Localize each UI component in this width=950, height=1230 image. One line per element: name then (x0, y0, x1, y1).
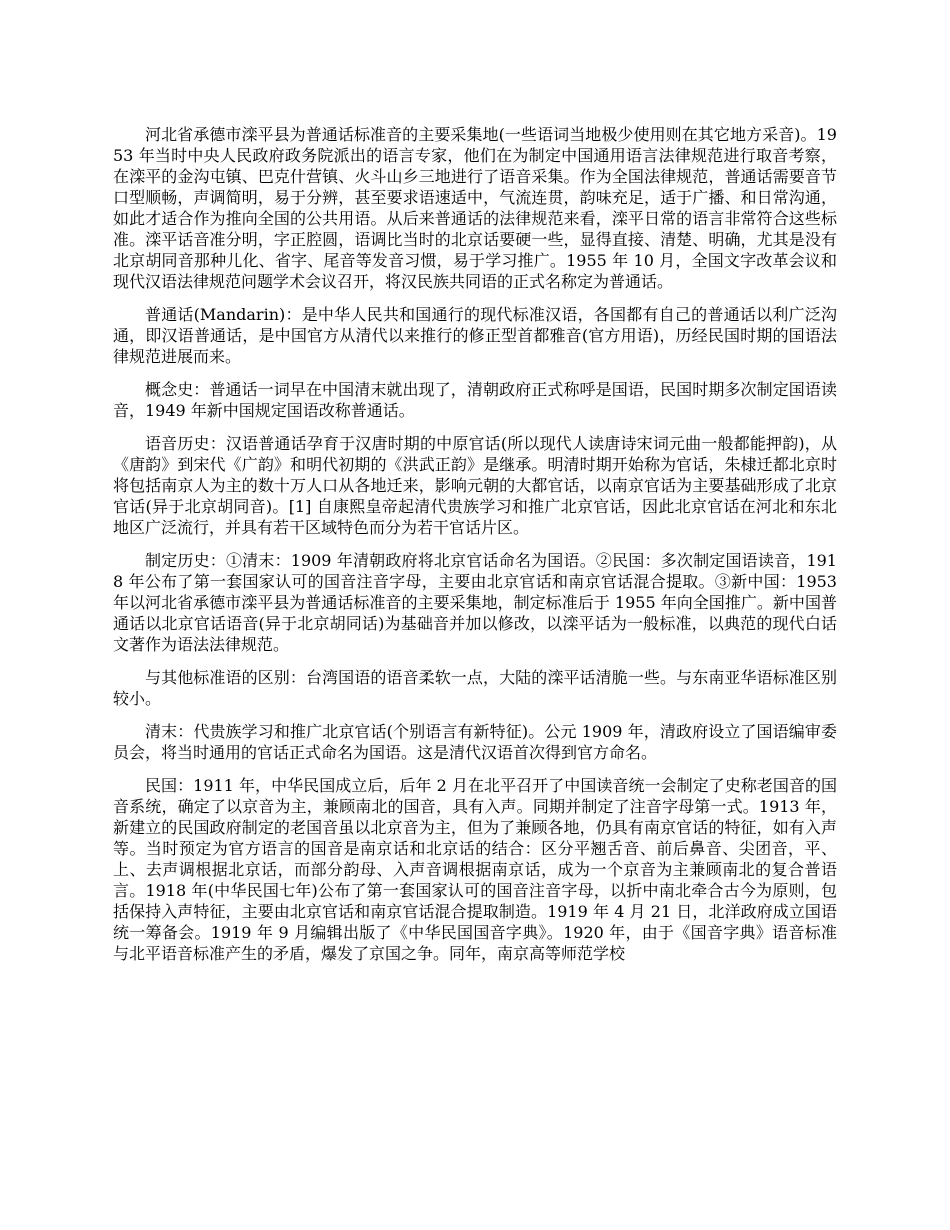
paragraph-late-qing: 清末：代贵族学习和推广北京官话(个别语言有新特征)。公元 1909 年，清政府设立了国语编审委员会，将当时通用的官话正式命名为国语。这是清代汉语首次得到官方命名。 (113, 722, 837, 762)
paragraph-putonghua-definition: 普通话(Mandarin)：是中华人民共和国通行的现代标准汉语，各国都有自己的普通话以利广泛沟通，即汉语普通话，是中国官方从清代以来推行的修正型首都雅音(官方用语)，历经民国时期的国语法律规范进展而来。 (113, 305, 837, 366)
document-body (113, 124, 837, 976)
paragraph-concept-history: 概念史：普通话一词早在中国清末就出现了，清朝政府正式称呼是国语，民国时期多次制定国语读音，1949 年新中国规定国语改称普通话。 (113, 380, 837, 420)
paragraph-other-standards: 与其他标准语的区别：台湾国语的语音柔软一点，大陆的滦平话清脆一些。与东南亚华语标准区别较小。 (113, 668, 837, 708)
paragraph-luanping-origin: 河北省承德市滦平县为普通话标准音的主要采集地(一些语词当地极少使用则在其它地方采音)。1953 年当时中央人民政府政务院派出的语言专家，他们在为制定中国通用语言法律规范进行取音考察，在滦平的金沟屯镇、巴克什营镇、火斗山乡三地进行了语音采集。作为全国法律规范，普通话需要音节口型顺畅，声调简明，易于分辨，甚至要求语速适中，气流连贯，韵味充足，适于广播、和日常沟通，如此才适合作为推向全国的公共用语。从后来普通话的法律规范来看，滦平日常的语言非常符合这些标准。滦平话音准分明，字正腔圆，语调比当时的北京话要硬一些，显得直接、清楚、明确，尤其是没有北京胡同音那种儿化、省字、尾音等发音习惯，易于学习推广。1955 年 10 月，全国文字改革会议和现代汉语法律规范问题学术会议召开，将汉民族共同语的正式名称定为普通话。 (113, 125, 837, 291)
paragraph-republic-era: 民国：1911 年，中华民国成立后，后年 2 月在北平召开了中国读音统一会制定了史称老国音的国音系统，确定了以京音为主，兼顾南北的国音，具有入声。同期并制定了注音字母第一式。1913 年，新建立的民国政府制定的老国音虽以北京音为主，但为了兼顾各地，仍具有南京官话的特征，如有入声等。当时预定为官方语言的国音是南京话和北京话的结合：区分平翘舌音、前后鼻音、尖团音，平、上、去声调根据北京话，而部分韵母、入声音调根据南京话，成为一个京音为主兼顾南北的复合普语言。1918 年(中华民国七年)公布了第一套国家认可的国音注音字母，以折中南北牵合古今为原则，包括保持入声特征，主要由北京官话和南京官话混合提取制造。1919 年 4 月 21 日，北洋政府成立国语统一筹备会。1919 年 9 月编辑出版了《中华民国国音字典》。1920 年，由于《国音字典》语音标准与北平语音标准产生的矛盾，爆发了京国之争。同年，南京高等师范学校 (113, 776, 837, 963)
paragraph-phonetic-history: 语音历史：汉语普通话孕育于汉唐时期的中原官话(所以现代人读唐诗宋词元曲一般都能押韵)，从《唐韵》到宋代《广韵》和明代初期的《洪武正韵》是继承。明清时期开始称为官话，朱棣迁都北京时将包括南京人为主的数十万人口从各地迁来，影响元朝的大都官话，以南京官话为主要基础形成了北京官话(异于北京胡同音)。[1] 自康熙皇帝起清代贵族学习和推广北京官话，因此北京官话在河北和东北地区广泛流行，并具有若干区域特色而分为若干官话片区。 (113, 434, 837, 537)
paragraph-formulation-history: 制定历史：①清末：1909 年清朝政府将北京官话命名为国语。②民国：多次制定国语读音，1918 年公布了第一套国家认可的国音注音字母，主要由北京官话和南京官话混合提取。③新中国：1953 年以河北省承德市滦平县为普通话标准音的主要采集地，制定标准后于 1955 年向全国推广。新中国普通话以北京官话语音(异于北京胡同话)为基础音并加以修改，以滦平话为一般标准，以典范的现代白话文著作为语法法律规范。 (113, 551, 837, 654)
